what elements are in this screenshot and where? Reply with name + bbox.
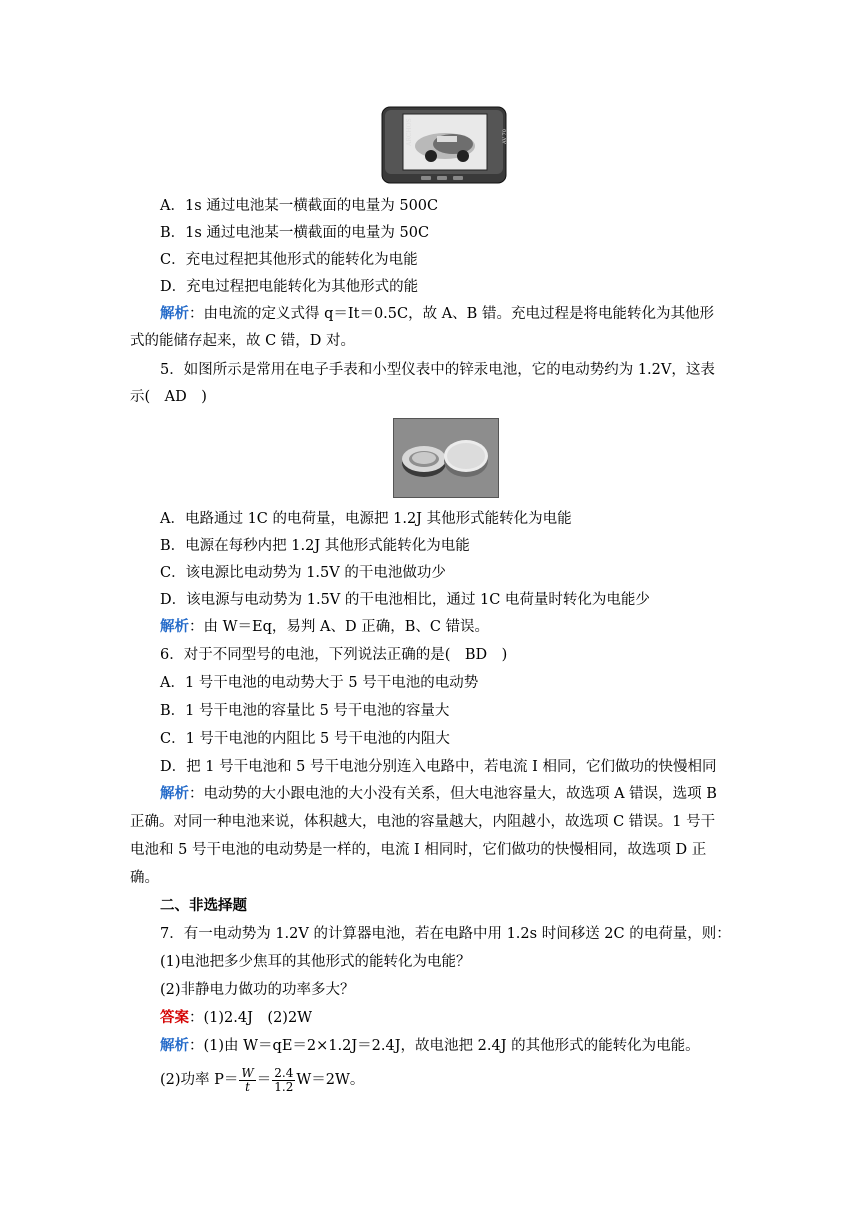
q7-jiexi-text-1: ：(1)由 W＝qE＝2×1.2J＝2.4J，故电池把 2.4J 的其他形式的能转化为电能。 xyxy=(189,1038,700,1054)
q7-jiexi-line-1 xyxy=(160,1036,730,1056)
q4-option-c: C．充电过程把其他形式的能转化为电能 xyxy=(160,252,418,268)
equals-sign: ＝ xyxy=(256,1072,272,1088)
q4-option-b: B．1s 通过电池某一横截面的电量为 50C xyxy=(160,225,430,241)
q5-jiexi-line xyxy=(160,617,730,637)
q6-option-a: A．1 号干电池的电动势大于 5 号干电池的电动势 xyxy=(160,675,479,691)
fraction-numerator-2-4: 2.4 xyxy=(274,1065,294,1080)
q4-option-d: D．充电过程把电能转化为其他形式的能 xyxy=(160,279,419,295)
q6-option-b: B．1 号干电池的容量比 5 号干电池的容量大 xyxy=(160,703,450,719)
q7-jiexi-line-2 xyxy=(160,1066,730,1094)
q6-option-d: D．把 1 号干电池和 5 号干电池分别连入电路中，若电流 I 相同，它们做功的快慢相同 xyxy=(160,759,717,775)
q6-option-c: C．1 号干电池的内阻比 5 号干电池的内阻大 xyxy=(160,731,450,747)
fraction-2-4-over-1-2 xyxy=(272,1067,295,1094)
fraction-denominator-1-2: 1.2 xyxy=(274,1079,294,1094)
q7-power-suffix: W＝2W。 xyxy=(296,1072,365,1088)
q4-jiexi-text-1: ：由电流的定义式得 q＝It＝0.5C，故 A、B 错。充电过程是将电能转化为其他形 xyxy=(189,306,714,322)
q5-jiexi-label: 解析 xyxy=(160,618,189,635)
button-battery-image xyxy=(393,418,499,498)
q4-jiexi-label: 解析 xyxy=(160,305,189,322)
q7-answer-text: ：(1)2.4J (2)2W xyxy=(189,1010,313,1026)
q5-option-d: D．该电源与电动势为 1.5V 的干电池相比，通过 1C 电荷量时转化为电能少 xyxy=(160,592,650,608)
q5-option-b: B．电源在每秒内把 1.2J 其他形式能转化为电能 xyxy=(160,538,470,554)
q6-jiexi-line-2: 正确。对同一种电池来说，体积越大，电池的容量越大，内阻越小，故选项 C 错误。1 号干 xyxy=(130,814,716,830)
q6-jiexi-text-1: ：电动势的大小跟电池的大小没有关系，但大电池容量大，故选项 A 错误，选项 B xyxy=(189,786,717,802)
q6-stem: 6．对于不同型号的电池，下列说法正确的是( BD ) xyxy=(160,647,508,663)
q7-power-prefix: (2)功率 P＝ xyxy=(160,1072,239,1088)
q7-sub-question-2: (2)非静电力做功的功率多大？ xyxy=(160,982,355,998)
q5-stem-line-2: 示( AD ) xyxy=(130,389,207,405)
q6-jiexi-label: 解析 xyxy=(160,785,189,802)
q7-stem: 7．有一电动势为 1.2V 的计算器电池，若在电路中用 1.2s 时间移送 2C 的电荷量，则： xyxy=(160,926,731,942)
section-title: 二、非选择题 xyxy=(160,897,247,914)
q7-jiexi-label: 解析 xyxy=(160,1037,189,1054)
q4-jiexi-line-1 xyxy=(160,304,730,324)
fraction-denominator-t: t xyxy=(245,1079,250,1094)
media-player-image xyxy=(381,106,507,186)
q5-jiexi-text: ：由 W＝Eq，易判 A、D 正确，B、C 错误。 xyxy=(189,619,490,635)
q4-jiexi-line-2: 式的能储存起来，故 C 错，D 对。 xyxy=(130,333,356,349)
q6-jiexi-line-3: 电池和 5 号干电池的电动势是一样的，电流 I 相同时，它们做功的快慢相同，故选项 D 正 xyxy=(130,842,707,858)
fraction-w-over-t xyxy=(239,1067,255,1094)
device-brand-text: ARCHOS xyxy=(406,118,413,146)
q5-option-c: C．该电源比电动势为 1.5V 的干电池做功少 xyxy=(160,565,446,581)
device-model-text: AV 70 xyxy=(502,129,508,144)
q5-stem-line-1: 5．如图所示是常用在电子手表和小型仪表中的锌汞电池，它的电动势约为 1.2V，这表 xyxy=(160,362,715,378)
q7-answer-line xyxy=(160,1008,730,1028)
q6-jiexi-line-4: 确。 xyxy=(130,870,159,886)
q7-answer-label: 答案 xyxy=(160,1009,189,1026)
q5-option-a: A．电路通过 1C 的电荷量，电源把 1.2J 其他形式能转化为电能 xyxy=(160,511,572,527)
q6-jiexi-line-1 xyxy=(160,784,730,804)
q7-sub-question-1: (1)电池把多少焦耳的其他形式的能转化为电能？ xyxy=(160,954,471,970)
q4-option-a: A．1s 通过电池某一横截面的电量为 500C xyxy=(160,198,439,214)
fraction-numerator-w: W xyxy=(241,1065,254,1080)
